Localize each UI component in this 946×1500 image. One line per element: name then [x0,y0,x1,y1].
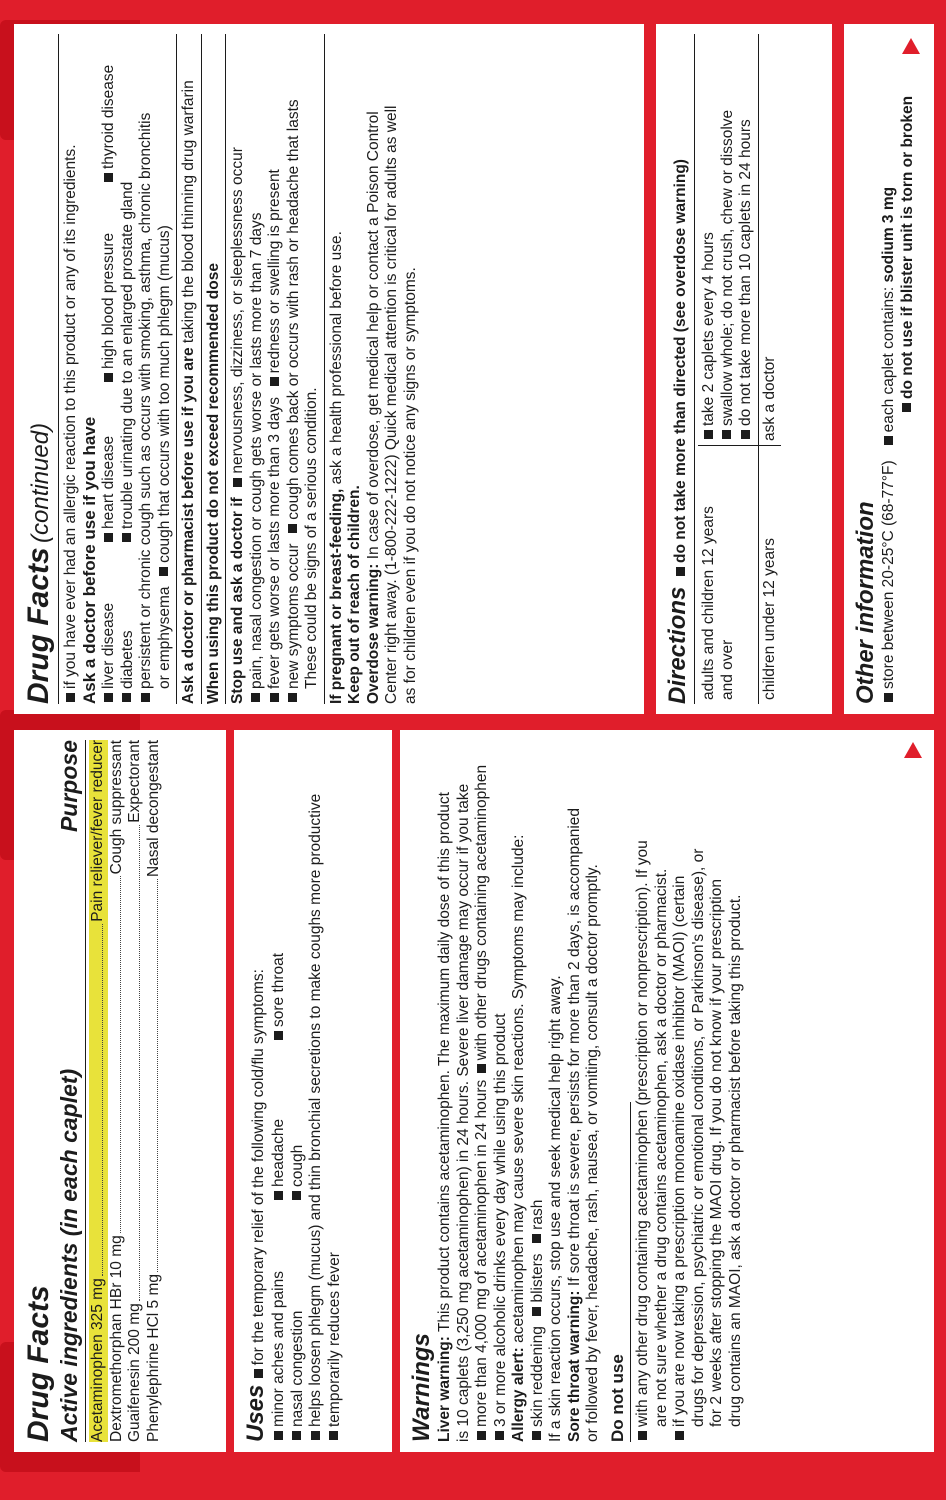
warnings-panel: Warnings Liver warning: This product contains acetaminophen. The maximum daily dose of this product is 10 caplets (3,250 mg acetaminophen) in 24 hours. Severe liver damage may occur if you take more than 4,000 mg of acetaminophen in 24 hours with other drugs containing acetaminophen 3 or more alcoholic drinks every day while using this product Allergy alert: acetaminophen may cause severe skin reactions. Symptoms may include: skin reddening blisters rash If a skin reaction occurs, stop use and seek medical help right away. Sore throat warning: If sore throat is severe, persists for more than 2 days, is accompanied or followed by fever, headache, rash, nausea, or vomiting, consult a doctor promptly. Do not use with any other drug containing acetaminophen (prescription or nonprescription). If you are not sure whether a drug contains acetaminophen, ask a doctor or pharmacist. if you are now taking a prescription monoamine oxidase inhibitor (MAOI) (certain drugs for depression, psychiatric or emotional conditions, or Parkinson's disease), or for 2 weeks after stopping the MAOI drug. If you do not know if your prescription drug contains an MAOI, ask a doctor or pharmacist before taking this product. [400,730,934,1452]
list-item: thyroid disease [100,65,119,184]
list-item: helps loosen phlegm (mucus) and thin bronchial secretions to make coughs more productive [307,740,326,1442]
active-ingredients-header-row [56,740,83,1442]
list-item: headache [270,1042,289,1202]
list-item: temporarily reduces fever [326,740,345,1442]
drug-facts-title: Drug Facts [22,1285,55,1442]
warnings-heading: Warnings [408,1333,435,1442]
drug-facts-continued-panel: Drug Facts (continued) if you have ever had an allergic reaction to this product or any of its ingredients. Ask a doctor before use if you have liver disease diabetes heart disease high blood pressure thyroid disease trouble urinating due to an enlarged prostate gland persistent or chronic cough such as occurs with smoking, asthma, chronic bronchitis or emphysema cough that occurs with too much phlegm (mucus) Ask a doctor or pharmacist before use if you are taking the blood thinning drug warfarin When using this product do not exceed recommended dose Stop use and ask a doctor if nervousness, dizziness, or sleeplessness occur pain, nasal congestion or cough gets worse or lasts more than 7 days fever gets worse or lasts more than 3 days redness or swelling is present new symptoms occur cough comes back or occurs with rash or headache that lasts These could be signs of a serious condition. If pregnant or breast-feeding, ask a health professional before use. Keep out of reach of children. Overdose warning: In case of overdose, get medical help or contact a Poison Control Center right away. (1-800-222-1222) Quick medical attention is critical for adults as well as for children even if you do not notice any signs or symptoms. [14,24,644,714]
ingredient-row: Phenylephrine HCl 5 mg Nasal decongestant [144,740,162,1442]
divider [85,740,86,1442]
ingredient-row: Dextromethorphan HBr 10 mg Cough suppressant [107,740,125,1442]
list-item: minor aches and pains [270,1202,289,1442]
active-ingredients-panel [14,730,226,1452]
do-not-use-heading: Do not use [607,1354,627,1442]
list-item: liver disease [100,544,119,704]
directions-panel: Directions do not take more than directed (see overdose warning) adults and children 12 years and over take 2 caplets every 4 hours swallow whole; do not crush, chew or dissolve do not take more than 10 caplets in 24 hours children under 12 years ask a doctor [656,24,832,714]
ingredient-row: Guaifenesin 200 mg Expectorant [126,740,143,1442]
list-item: nasal congestion [289,1202,308,1442]
ingredient-row: Acetaminophen 325 mg Pain reliever/fever reducer [89,740,106,1442]
list-item: diabetes [119,544,138,704]
uses-heading: Uses [242,1384,269,1442]
list-item: high blood pressure [100,184,119,384]
table-row: children under 12 years ask a doctor [758,34,781,704]
purpose-heading: Purpose [56,740,82,833]
continue-arrow-icon [904,742,922,758]
active-ingredients-heading: Active ingredients (in each caplet) [56,1068,82,1442]
list-item: sore throat [270,953,289,1042]
directions-heading: Directions [664,586,691,704]
drug-facts-continued-title: Drug Facts [22,547,55,704]
directions-table [698,34,781,704]
uses-intro: for the temporary relief of the following cold/flu symptoms: [250,969,267,1366]
list-item: cough [289,1042,308,1202]
continue-arrow-icon [902,38,920,54]
table-row: adults and children 12 years and over take 2 caplets every 4 hours swallow whole; do not crush, chew or dissolve do not take more than 10 caplets in 24 hours [698,34,758,704]
bullet-icon [254,1369,263,1378]
other-information-heading: Other information [852,501,879,704]
other-information-panel: Other information store between 20-25°C (68-77°F) each caplet contains: sodium 3 mg do not use if blister unit is torn or broken [844,24,934,714]
uses-panel [234,730,392,1452]
list-item: heart disease [100,384,119,544]
